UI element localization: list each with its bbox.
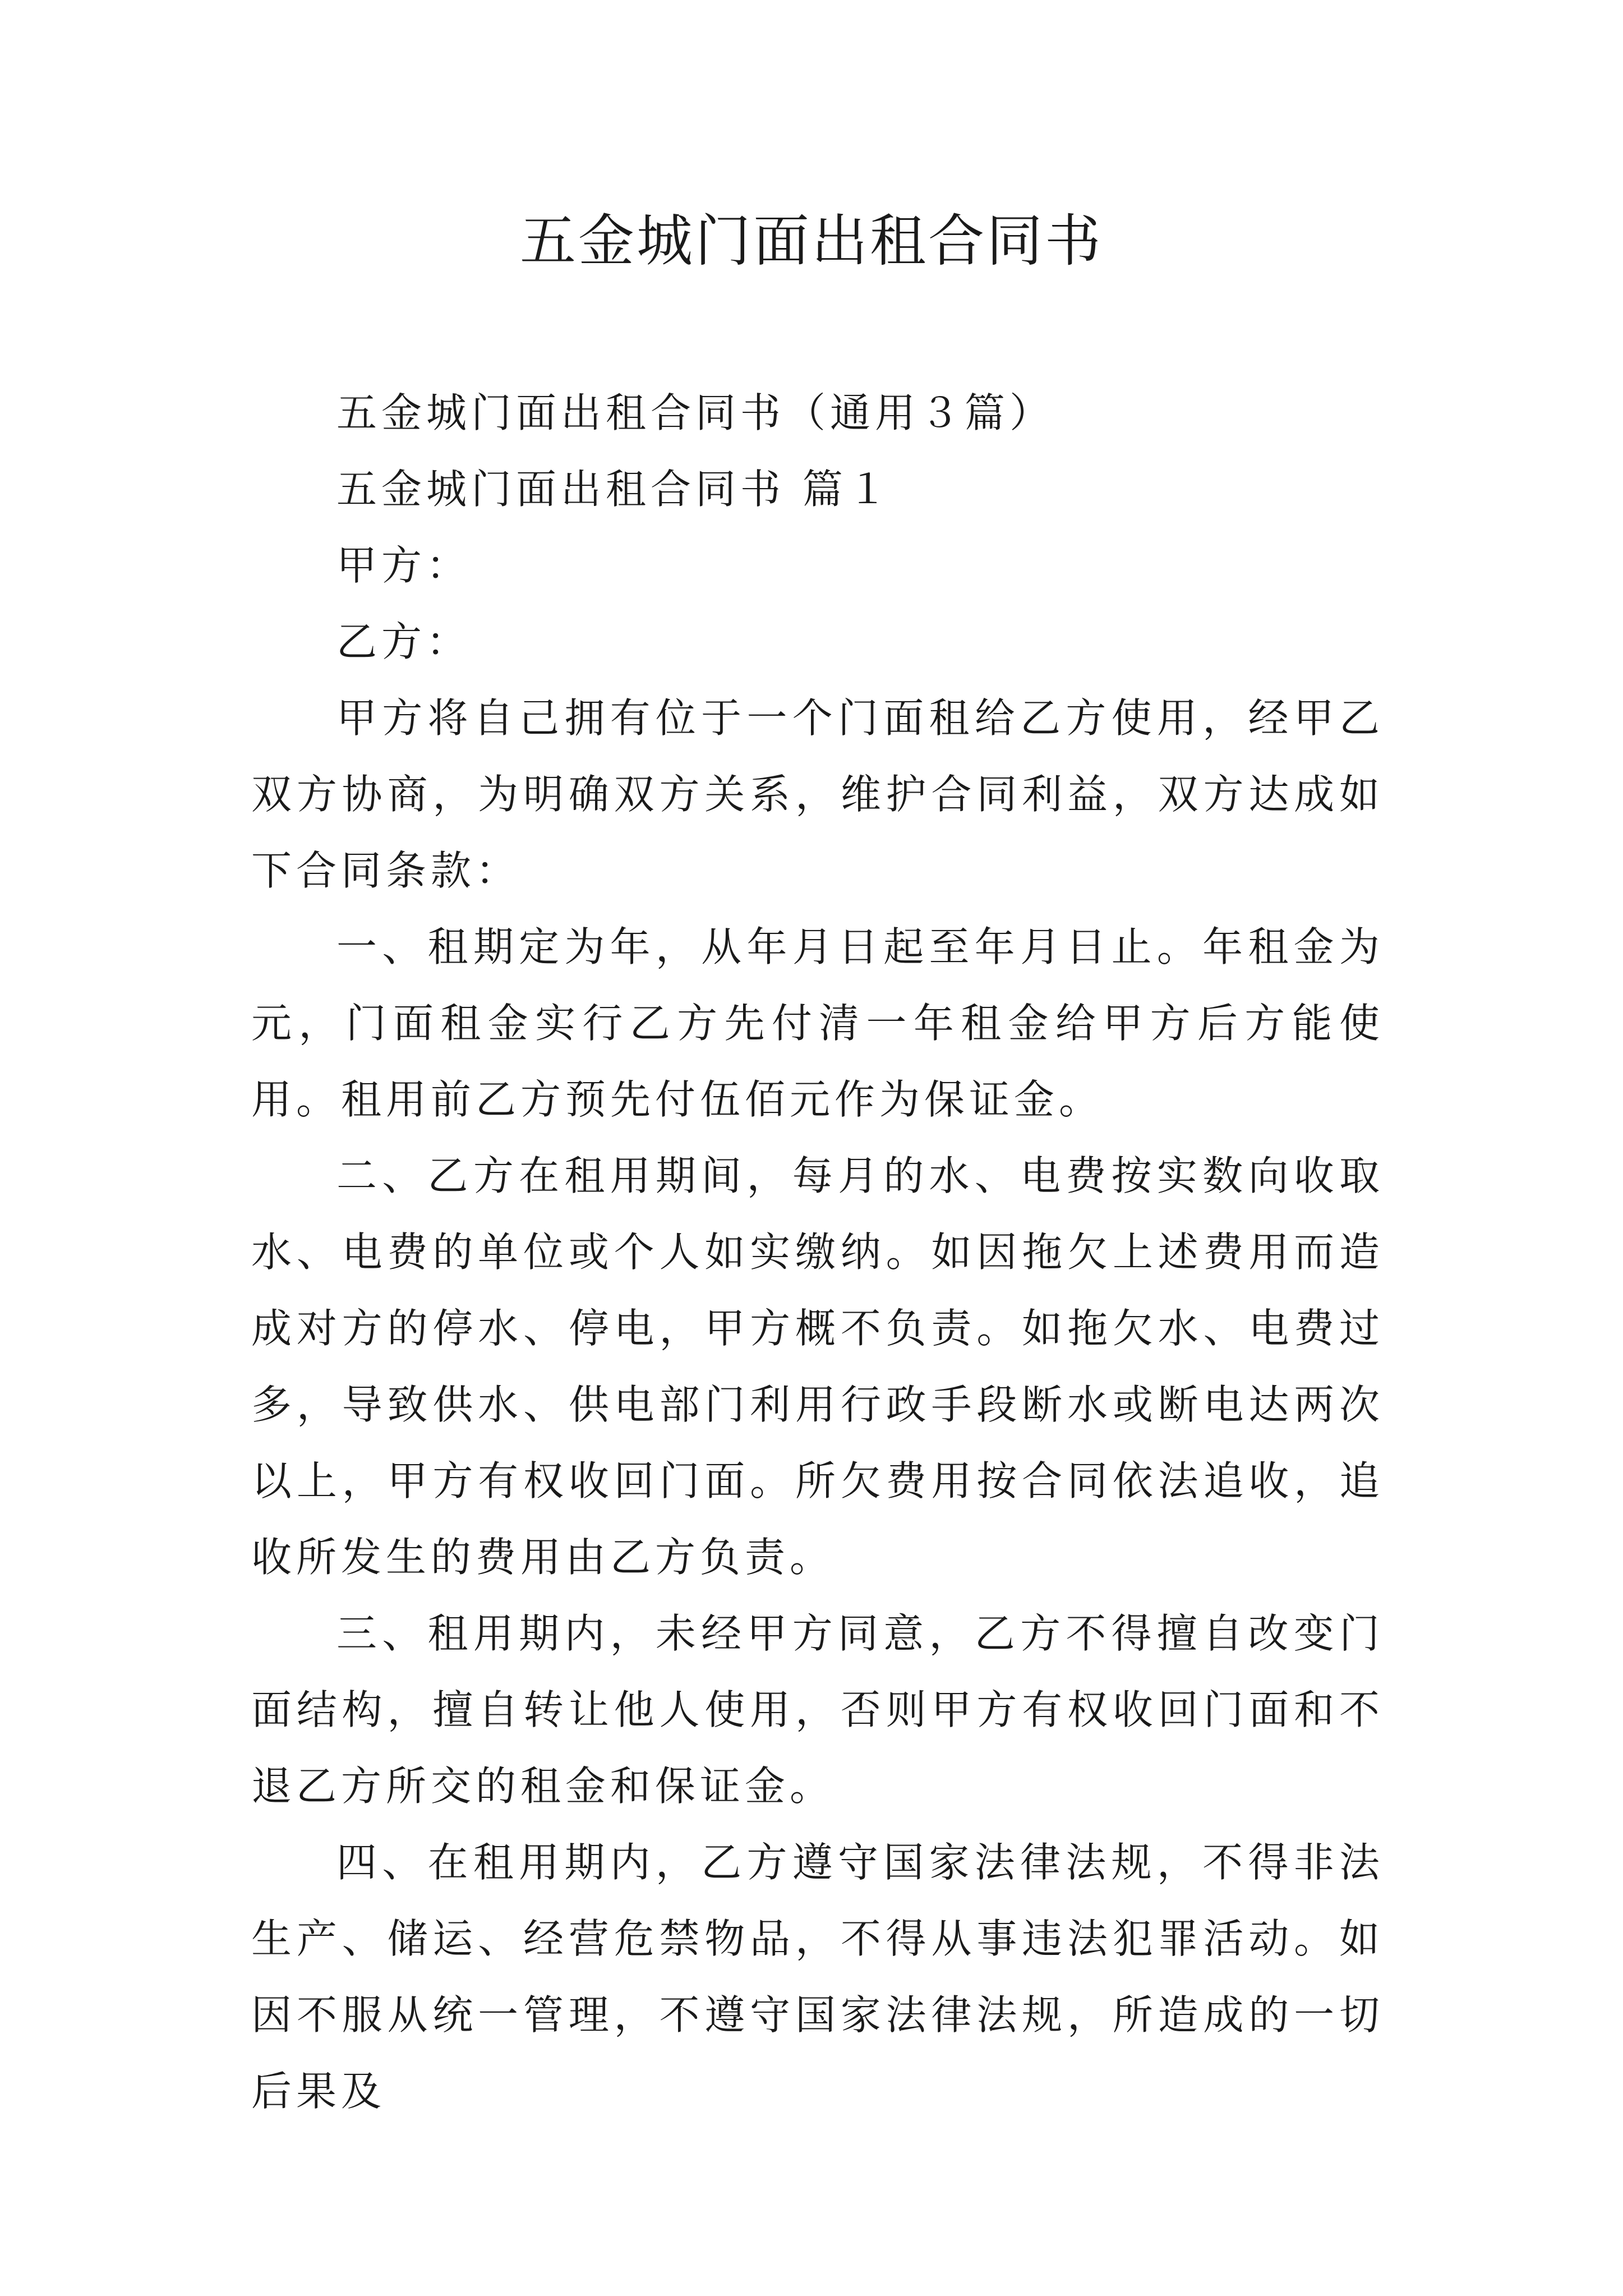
document-subtitle: 五金城门面出租合同书（通用３篇） — [336, 389, 1055, 436]
paragraph-clause-2: 二、乙方在租用期间，每月的水、电费按实数向收取水、电费的单位或个人如实缴纳。如因拖欠上述费用而造成对方的停水、停电，甲方概不负责。如拖欠水、电费过多，导致供水、供电部门利用行政手段断水或断电达两次以上，甲方有权收回门面。所欠费用按合同依法追收，追收所发生的费用由乙方负责。 — [251, 1152, 1384, 1581]
party-a-label: 甲方： — [336, 542, 472, 589]
paragraph-intro: 甲方将自己拥有位于一个门面租给乙方使用，经甲乙双方协商，为明确双方关系，维护合同利益，双方达成如下合同条款： — [251, 694, 1384, 894]
party-b-label: 乙方： — [336, 618, 472, 665]
document-title: 五金城门面出租合同书 — [520, 208, 1103, 274]
document-body — [251, 375, 1384, 2129]
section-heading: 五金城门面出租合同书 篇１ — [336, 466, 892, 513]
paragraph-clause-1: 一、租期定为年，从年月日起至年月日止。年租金为元，门面租金实行乙方先付清一年租金给甲方后方能使用。租用前乙方预先付伍佰元作为保证金。 — [251, 923, 1384, 1123]
paragraph-clause-3: 三、租用期内，未经甲方同意，乙方不得擅自改变门面结构，擅自转让他人使用，否则甲方有权收回门面和不退乙方所交的租金和保证金。 — [251, 1610, 1384, 1810]
paragraph-clause-4: 四、在租用期内，乙方遵守国家法律法规，不得非法生产、储运、经营危禁物品，不得从事违法犯罪活动。如因不服从统一管理，不遵守国家法律法规，所造成的一切后果及 — [251, 1839, 1384, 2115]
